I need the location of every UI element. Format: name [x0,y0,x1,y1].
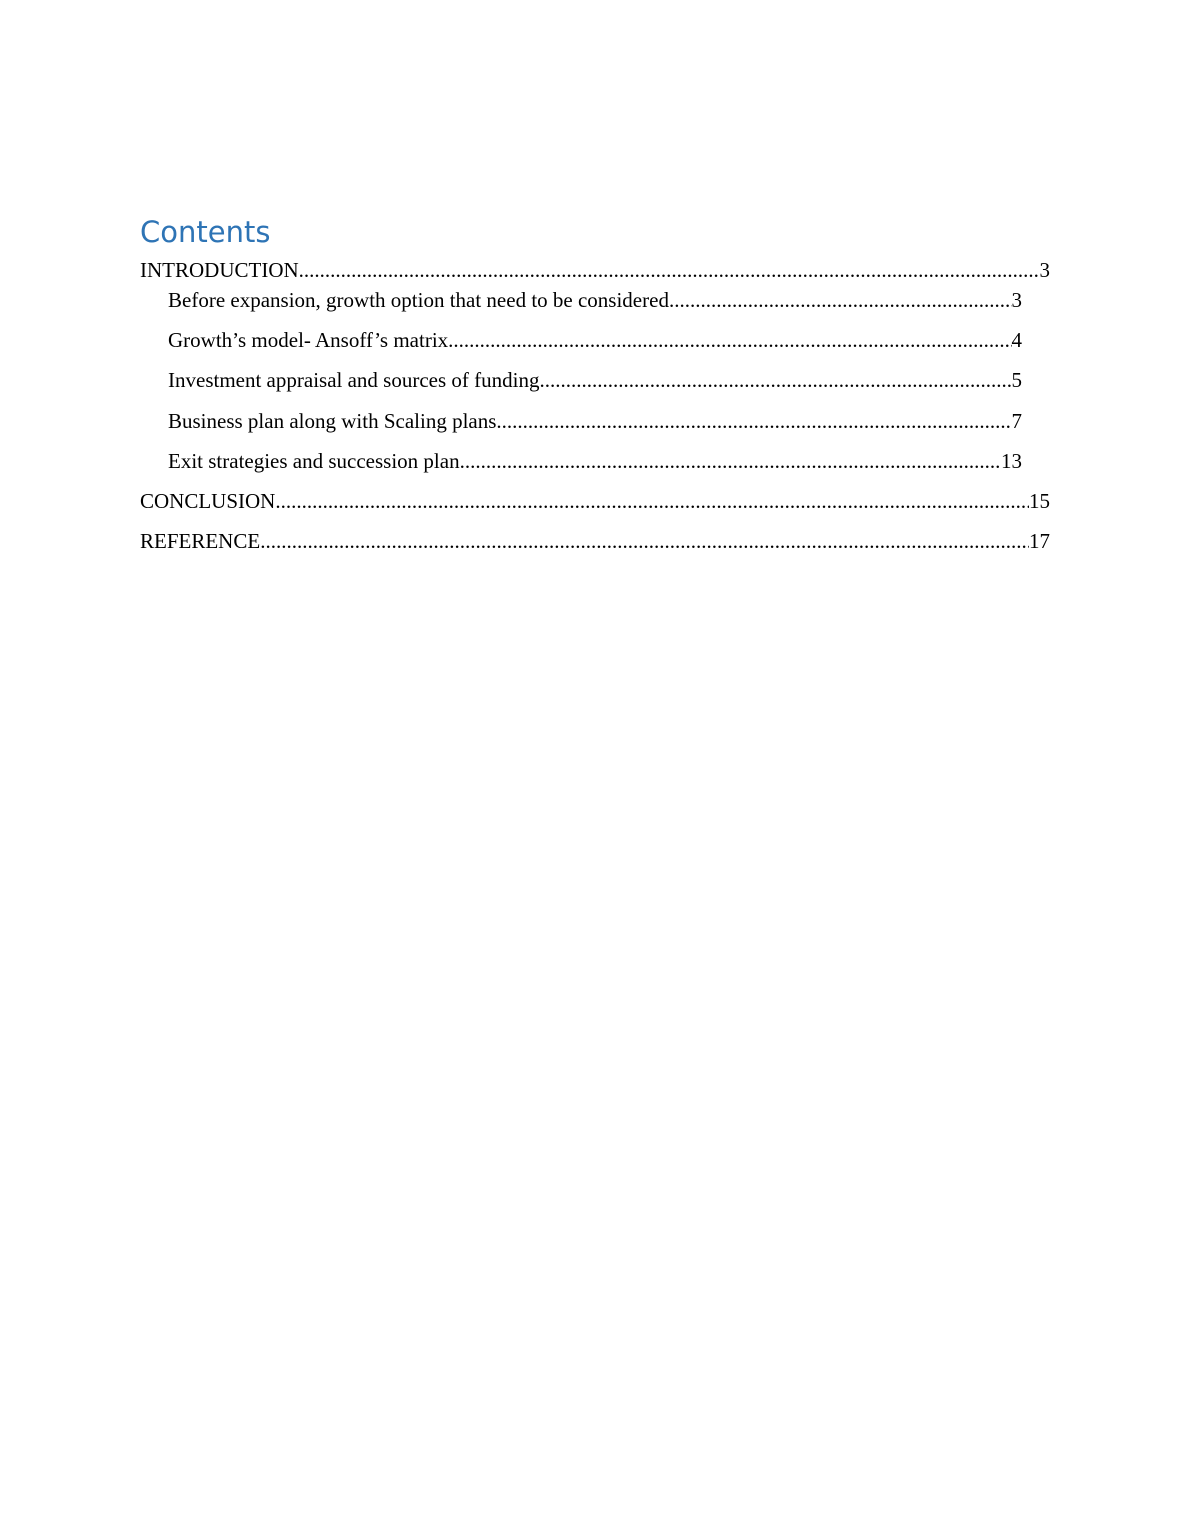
toc-heading: Contents [140,215,271,249]
toc-entry-title: Growth’s model- Ansoff’s matrix [168,328,449,353]
toc-page-number: 3 [1011,288,1022,312]
toc-dot-leader [299,252,1040,288]
toc-list [140,252,1050,569]
toc-entry-title: Business plan along with Scaling plans [168,408,497,433]
table-of-contents [140,212,1050,569]
toc-entry-title: Before expansion, growth option that need to be considered [168,288,669,312]
toc-dot-leader [669,288,1012,313]
toc-page-number: 3 [1039,258,1050,282]
toc-page-number: 7 [1011,408,1022,433]
toc-entry-introduction[interactable] [140,252,1050,288]
toc-dot-leader [539,368,1011,393]
toc-page-number: 5 [1011,368,1022,393]
toc-dot-leader [275,489,1029,514]
toc-dot-leader [496,409,1011,434]
toc-entry-investment-appraisal[interactable] [140,368,1050,408]
toc-entry-title: CONCLUSION [140,488,276,513]
toc-page-number: 17 [1029,529,1050,554]
toc-dot-leader [448,328,1011,353]
toc-entry-title: Investment appraisal and sources of funding [168,368,540,393]
toc-page-number: 13 [1001,448,1022,473]
toc-entry-title: REFERENCE [140,529,261,554]
toc-entry-growth-options[interactable] [140,288,1050,328]
toc-entry-business-plan[interactable] [140,409,1050,449]
toc-entry-conclusion[interactable] [140,489,1050,529]
toc-entry-exit-strategies[interactable] [140,449,1050,489]
toc-entry-reference[interactable] [140,529,1050,569]
toc-entry-title: INTRODUCTION [140,258,299,282]
toc-entry-ansoff-matrix[interactable] [140,328,1050,368]
toc-dot-leader [460,449,1001,474]
toc-page-number: 15 [1029,488,1050,513]
toc-entry-title: Exit strategies and succession plan [168,448,460,473]
toc-page-number: 4 [1011,328,1022,353]
toc-dot-leader [260,529,1029,554]
